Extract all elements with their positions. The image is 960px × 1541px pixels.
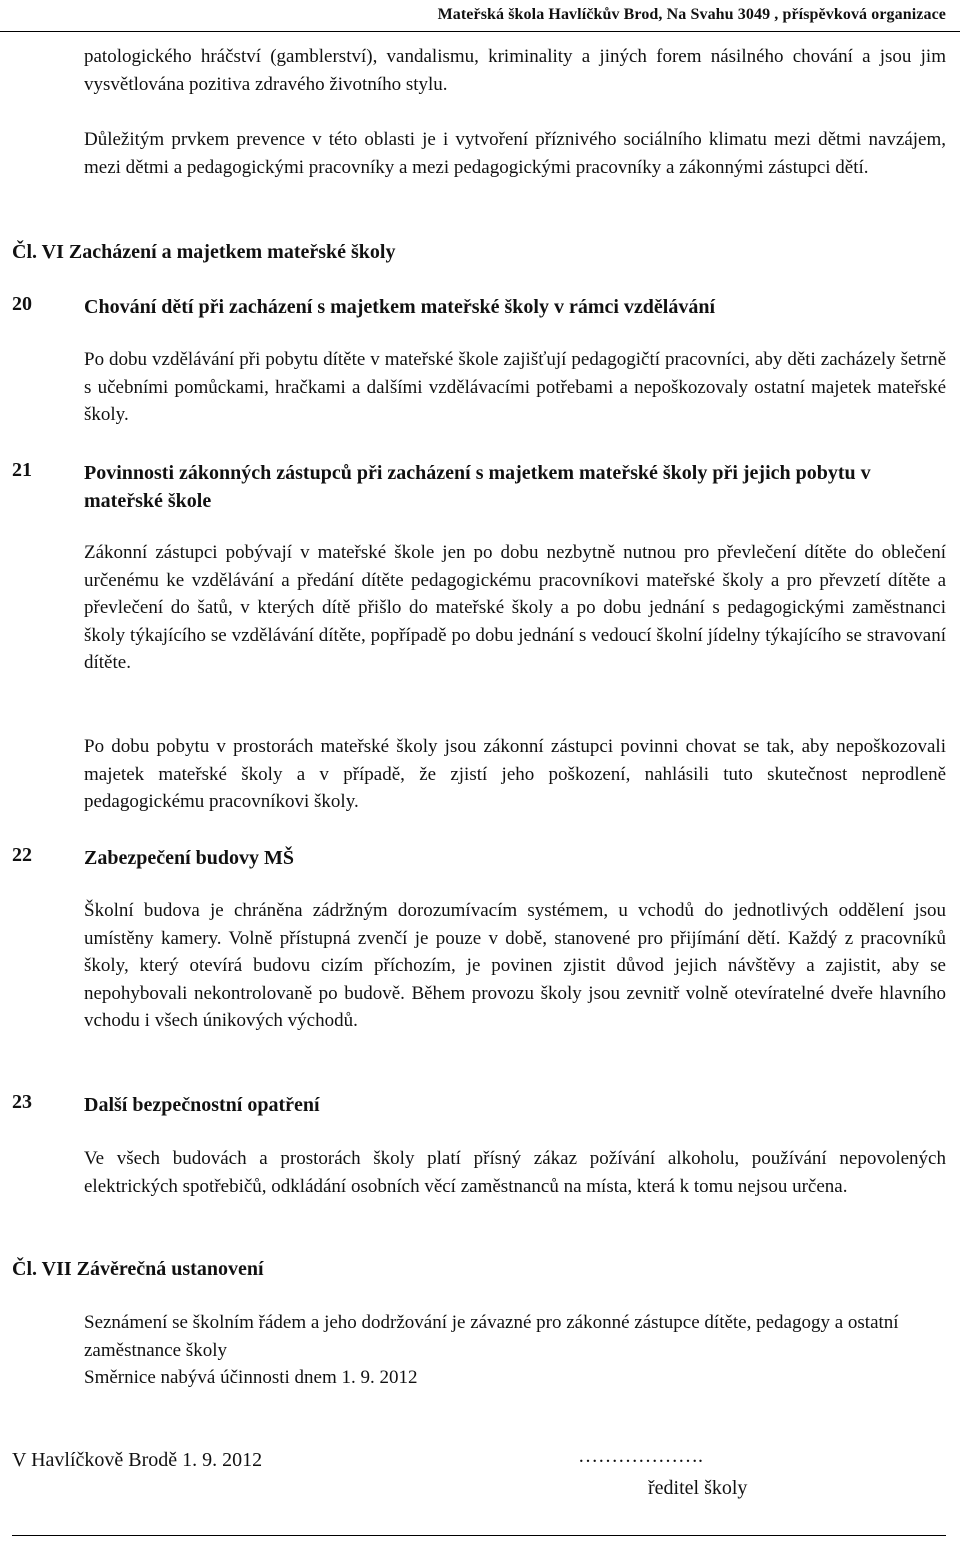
page-header: [0, 0, 960, 32]
section-22-paragraph: Školní budova je chráněna zádržným dorozumívacím systémem, u vchodů do jednotlivých oddělení jsou umístěny kamery. Volně přístupná zvenčí je pouze v době, stanovené pro přijímání dětí. Každý z pracovníků školy, který otevírá budovu cizím příchozím, je povinen zjistit důvod jejich návštěvy a zajistit, aby se nepohybovali nekontrolovaně po budově. Během provozu školy jsou zevnitř volně otevíratelné dveře hlavního vchodu i všech únikových východů.: [84, 900, 946, 1031]
signature-label: ředitel školy: [648, 1477, 748, 1499]
article-6-heading: Čl. VI Zacházení a majetkem mateřské školy: [12, 241, 396, 263]
article-7-line-1: Seznámení se školním řádem a jeho dodržování je závazné pro zákonné zástupce dítěte, pedagogy a ostatní zaměstnance školy: [84, 1312, 899, 1361]
section-21-title: Povinnosti zákonných zástupců při zacházení s majetkem mateřské školy při jejich pobytu v mateřské škole: [84, 462, 871, 512]
section-20-number: 20: [12, 293, 32, 315]
section-20-title: Chování dětí při zacházení s majetkem mateřské školy v rámci vzdělávání: [84, 296, 716, 318]
section-21-paragraph-1: Zákonní zástupci pobývají v mateřské škole jen po dobu nezbytně nutnou pro převlečení dítěte do oblečení určenému ke vzdělávání a předání dítěte pedagogickému pracovníkovi mateřské školy a pro převzetí dítěte a převlečení do šatů, v kterých dítě přišlo do mateřské školy a po dobu jednání s pedagogickými zaměstnanci školy týkajícího se vzdělávání dítěte, popřípadě po dobu jednání s vedoucí školní jídelny týkajícího se stravovaní dítěte.: [84, 542, 946, 673]
section-20-paragraph: Po dobu vzdělávání při pobytu dítěte v mateřské škole zajišťují pedagogičtí pracovníci, aby děti zacházely šetrně s učebními pomůckami, hračkami a dalšími vzdělávacími potřebami a nepoškozovaly ostatní majetek mateřské školy.: [84, 349, 946, 425]
section-21-number: 21: [12, 459, 32, 481]
place-date: V Havlíčkově Brodě 1. 9. 2012: [12, 1449, 263, 1471]
section-23-title: Další bezpečnostní opatření: [84, 1094, 320, 1116]
section-21-paragraph-2: Po dobu pobytu v prostorách mateřské školy jsou zákonní zástupci povinni chovat se tak, aby nepoškozovali majetek mateřské školy a v případě, že zjistí jeho poškození, nahlásili tuto skutečnost neprodleně pedagogickému pracovníkovi školy.: [84, 736, 946, 812]
footer-rule: [12, 1535, 946, 1536]
article-7-heading: Čl. VII Závěrečná ustanovení: [12, 1258, 264, 1280]
section-22-number: 22: [12, 844, 32, 866]
section-22-title: Zabezpečení budovy MŠ: [84, 847, 295, 869]
section-23-paragraph: Ve všech budovách a prostorách školy platí přísný zákaz požívání alkoholu, používání nepovolených elektrických spotřebičů, odkládání osobních věcí zaměstnanců na místa, která k tomu nejsou určena.: [84, 1148, 946, 1197]
article-7-line-2: Směrnice nabývá účinnosti dnem 1. 9. 2012: [84, 1367, 418, 1388]
header-text: Mateřská škola Havlíčkův Brod, Na Svahu 3049 , příspěvková organizace: [437, 6, 946, 23]
signature-line: ……………….: [578, 1445, 703, 1467]
section-23-number: 23: [12, 1091, 32, 1113]
intro-paragraph-1: patologického hráčství (gamblerství), vandalismu, kriminality a jiných forem násilného chování a jsou jim vysvětlována pozitiva zdravého životního stylu.: [84, 46, 946, 95]
intro-paragraph-2: Důležitým prvkem prevence v této oblasti je i vytvoření příznivého sociálního klimatu mezi dětmi navzájem, mezi dětmi a pedagogickými pracovníky a mezi pedagogickými pracovníky a zákonnými zástupci dětí.: [84, 129, 946, 178]
